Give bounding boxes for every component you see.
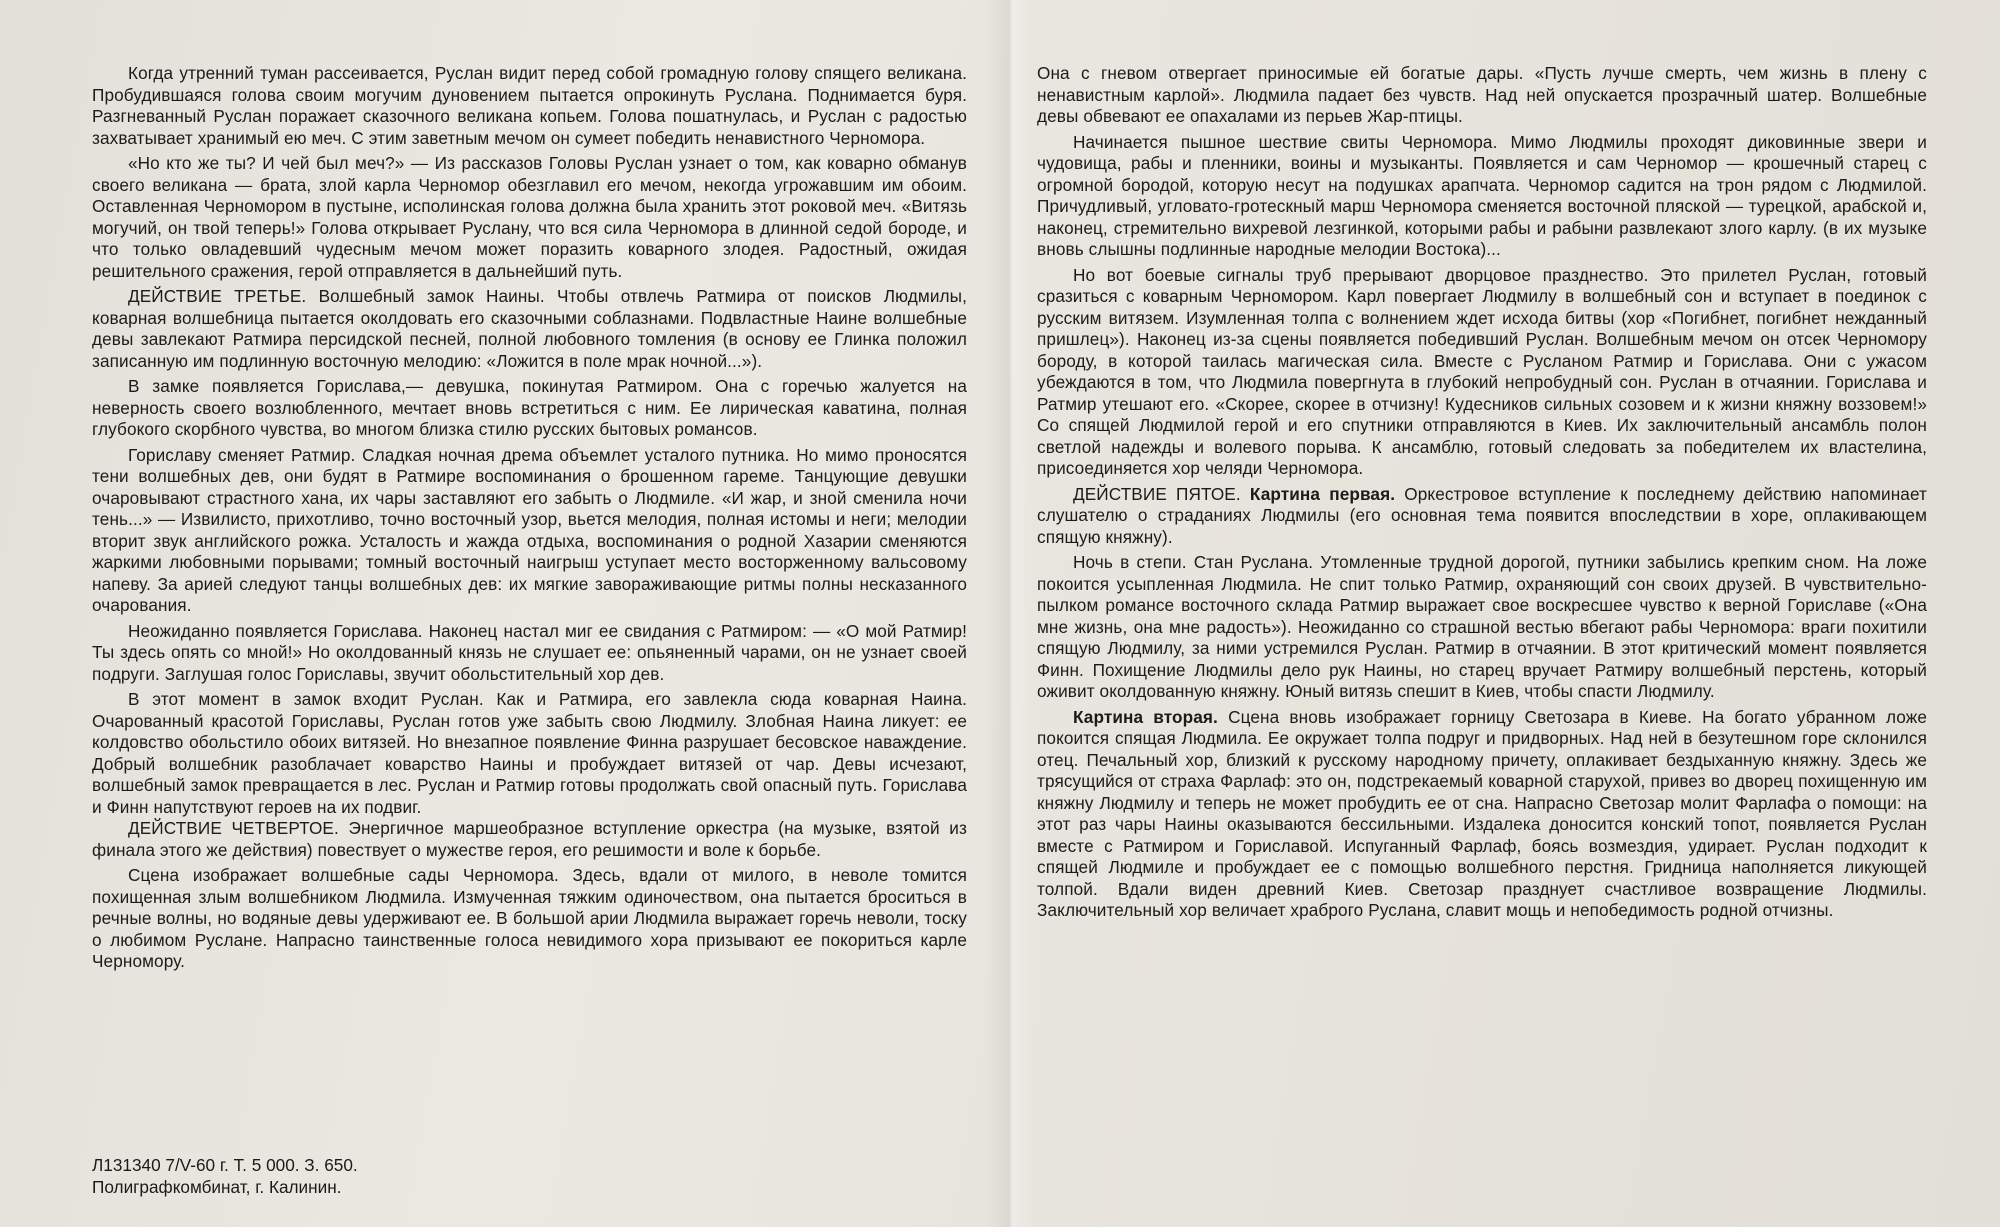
scene-heading: Картина вторая. [1073, 706, 1218, 727]
act-heading: ДЕЙСТВИЕ ЧЕТВЕРТОЕ. [128, 818, 339, 838]
imprint [92, 1154, 358, 1198]
imprint-line: Полиграфкомбинат, г. Калинин. [92, 1177, 342, 1197]
act-heading: ДЕЙСТВИЕ ПЯТОЕ. [1073, 483, 1241, 504]
paragraph: Неожиданно появляется Горислава. Наконец настал миг ее свидания с Ратмиром: — «О мой Ратмир! Ты здесь опять со мной!» Но околдованный князь не слушает ее: опьяненный чарами, он не узнает своей подруги. Заглушая голос Гориславы, звучит обольстительный хор дев. [92, 620, 967, 684]
paragraph: В этот момент в замок входит Руслан. Как и Ратмира, его завлекла сюда коварная Наина. Очарованный красотой Гориславы, Руслан готов уже забыть свою Людмилу. Злобная Наина ликует: ее колдовство обольстило обоих витязей. Но внезапное появление Финна разрушает бесовское наваждение. Добрый волшебник разоблачает коварство Наины и пробуждает витязей от чар. Девы исчезают, волшебный замок превращается в лес. Руслан и Ратмир готовы продолжать свой опасный путь. Горислава и Финн напутствуют героев на их подвиг. [92, 689, 967, 817]
scene-heading: Картина первая. [1249, 483, 1396, 504]
paragraph: Ночь в степи. Стан Руслана. Утомленные трудной дорогой, путники забылись крепким сном. На ложе покоится усыпленная Людмила. Не спит только Ратмир, охраняющий сон своих друзей. В чувствительно-пылком романсе восточного склада Ратмир выражает свое воскресшее чувство к верной Гориславе («Она мне жизнь, она мне радость»). Неожиданно со страшной вестью вбегают рабы Черномора: враги похитили спящую Людмилу, за ними устремился Руслан. Ратмир в отчаянии. В этот критический момент появляется Финн. Похищение Людмилы дело рук Наины, но старец вручает Ратмиру волшебный перстень, который оживит околдованную княжну. Юный витязь спешит в Киев, чтобы спасти Людмилу. [1037, 552, 1927, 701]
paragraph: Она с гневом отвергает приносимые ей богатые дары. «Пусть лучше смерть, чем жизнь в плену с ненавистным карлой». Людмила падает без чувств. Над ней опускается прозрачный шатер. Волшебные девы обвевают ее опахалами из перьев Жар-птицы. [1037, 63, 1927, 126]
paragraph-text: Волшебный замок Наины. Чтобы отвлечь Ратмира от поисков Людмилы, коварная волшебница пытается околдовать его сказочными соблазнами. Подвластные Наине волшебные девы завлекают Ратмира персидской песней, полной любовного томления (в основу ее Глинка положил записанную им подлинную восточную мелодию: «Ложится в поле мрак ночной...»). [92, 286, 967, 371]
act-paragraph [92, 818, 967, 861]
paragraph-text: Сцена вновь изображает горницу Светозара в Киеве. На богато убранном ложе покоится спящая Людмила. Ее окружает толпа подруг и придворных. Над ней в безутешном горе склонился отец. Печальный хор, близкий к русскому народному причету, оплакивает бездыханную княжну. Здесь же трясущийся от страха Фарлаф: это он, подстрекаемый коварной старухой, привез во дворец похищенную им княжну Людмилу и теперь не может пробудить ее от сна. Напрасно Светозар молит Фарлафа о помощи: на этот раз чары Наины оказываются бессильными. Издалека доносится конский топот, появляется Руслан вместе с Ратмиром и Гориславой. Испуганный Фарлаф, боясь возмездия, удирает. Руслан подходит к спящей Людмиле и пробуждает ее с помощью волшебного перстня. Гридница наполняется ликующей толпой. Вдали виден древний Киев. Светозар празднует счастливое возвращение Людмилы. Заключительный хор величает храброго Руслана, славит мощь и непобедимость родной отчизны. [1037, 706, 1927, 920]
scene-paragraph [1037, 707, 1927, 922]
paragraph: Когда утренний туман рассеивается, Руслан видит перед собой громадную голову спящего великана. Пробудившаяся голова своим могучим дуновением пытается опрокинуть Руслана. Поднимается буря. Разгневанный Руслан поражает сказочного великана копьем. Голова пошатнулась, и Руслан с радостью захватывает хранимый ею меч. С этим заветным мечом он сумеет победить ненавистного Черномора. [92, 63, 967, 148]
right-column [1037, 63, 1927, 926]
act-paragraph [92, 286, 967, 372]
paragraph: Гориславу сменяет Ратмир. Сладкая ночная дрема объемлет усталого путника. Но мимо проносятся тени волшебных дев, они будят в Ратмире воспоминания о брошенном гареме. Танцующие девушки очаровывают страстного хана, их чары заставляют его забыть о Людмиле. «И жар, и зной сменила ночи тень...» — Извилисто, прихотливо, точно восточный узор, вьется мелодия, полная истомы и неги; мелодии вторит звук английского рожка. Усталость и жажда отдыха, воспоминания о родной Хазарии сменяются жаркими любовными порывами; томный восточный наигрыш уступает место восторженному вальсовому напеву. За арией следуют танцы волшебных дев: их мягкие завораживающие ритмы полны несказанного очарования. [92, 444, 967, 615]
paragraph: «Но кто же ты? И чей был меч?» — Из рассказов Головы Руслан узнает о том, как коварно обманув своего великана — брата, злой карла Черномор обезглавил его мечом, некогда угрожавшим им обоим. Оставленная Черномором в пустыне, исполинская голова должна была хранить этот роковой меч. «Витязь могучий, он твой теперь!» Голова открывает Руслану, что вся сила Черномора в длинной седой бороде, и что только овладевший чудесным мечом может поразить коварного злодея. Радостный, ожидая решительного сражения, герой отправляется в дальнейший путь. [92, 153, 967, 281]
paragraph: Сцена изображает волшебные сады Черномора. Здесь, вдали от милого, в неволе томится похищенная злым волшебником Людмила. Измученная тяжким одиночеством, она пытается броситься в речные волны, но водяные девы удерживают ее. В большой арии Людмила выражает горечь неволи, тоску о любимом Руслане. Напрасно таинственные голоса невидимого хора призывают ее покориться карле Черномору. [92, 865, 967, 971]
paragraph-text: Энергичное маршеобразное вступление оркестра (на музыке, взятой из финала этого же действия) повествует о мужестве героя, его решимости и воле к борьбе. [92, 818, 967, 860]
imprint-line: Л131340 7/V-60 г. Т. 5 000. З. 650. [92, 1155, 358, 1175]
act-heading: ДЕЙСТВИЕ ТРЕТЬЕ. [128, 286, 307, 306]
paragraph-text: Оркестровое вступление к последнему действию напоминает слушателю о страданиях Людмилы (его основная тема появится впоследствии в хоре, оплакивающем спящую княжну). [1037, 483, 1927, 547]
left-column [92, 63, 967, 977]
page-fold [985, 0, 1035, 1227]
paragraph: Но вот боевые сигналы труб прерывают дворцовое празднество. Это прилетел Руслан, готовый сразиться с коварным Черномором. Карл повергает Людмилу в волшебный сон и вступает в поединок с русским витязем. Изумленная толпа с волнением ждет исхода битвы (хор «Погибнет, погибнет нежданный пришлец»). Наконец из-за сцены появляется победивший Руслан. Волшебным мечом он отсек Черномору бороду, в которой таилась магическая сила. Вместе с Русланом Ратмир и Горислава. Они с ужасом убеждаются в том, что Людмила повергнута в глубокий непробудный сон. Руслан в отчаянии. Горислава и Ратмир утешают его. «Скорее, скорее в отчизну! Кудесников сильных созовем и к жизни княжну воззовем!» Со спящей Людмилой герой и его спутники отправляются в Киев. Их заключительный ансамбль полон светлой надежды и волевого порыва. К ансамблю, готовый следовать за победителем их властелина, присоединяется хор челяди Черномора. [1037, 264, 1927, 478]
paragraph: Начинается пышное шествие свиты Черномора. Мимо Людмилы проходят диковинные звери и чудовища, рабы и пленники, воины и музыканты. Появляется и сам Черномор — крошечный старец с огромной бородой, которую несут на подушках арапчата. Черномор садится на трон рядом с Людмилой. Причудливый, угловато-гротескный марш Черномора сменяется восточной пляской — турецкой, арабской и, наконец, стремительно вихревой лезгинкой, которыми рабы и рабыни развлекают злого карлу. (в их музыке вновь слышны подлинные народные мелодии Востока)... [1037, 131, 1927, 259]
act-paragraph [1037, 484, 1927, 549]
paragraph: В замке появляется Горислава,— девушка, покинутая Ратмиром. Она с горечью жалуется на неверность своего возлюбленного, мечтает вновь встретиться с ним. Ее лирическая каватина, полная глубокого скорбного чувства, во многом близка стилю русских бытовых романсов. [92, 376, 967, 439]
